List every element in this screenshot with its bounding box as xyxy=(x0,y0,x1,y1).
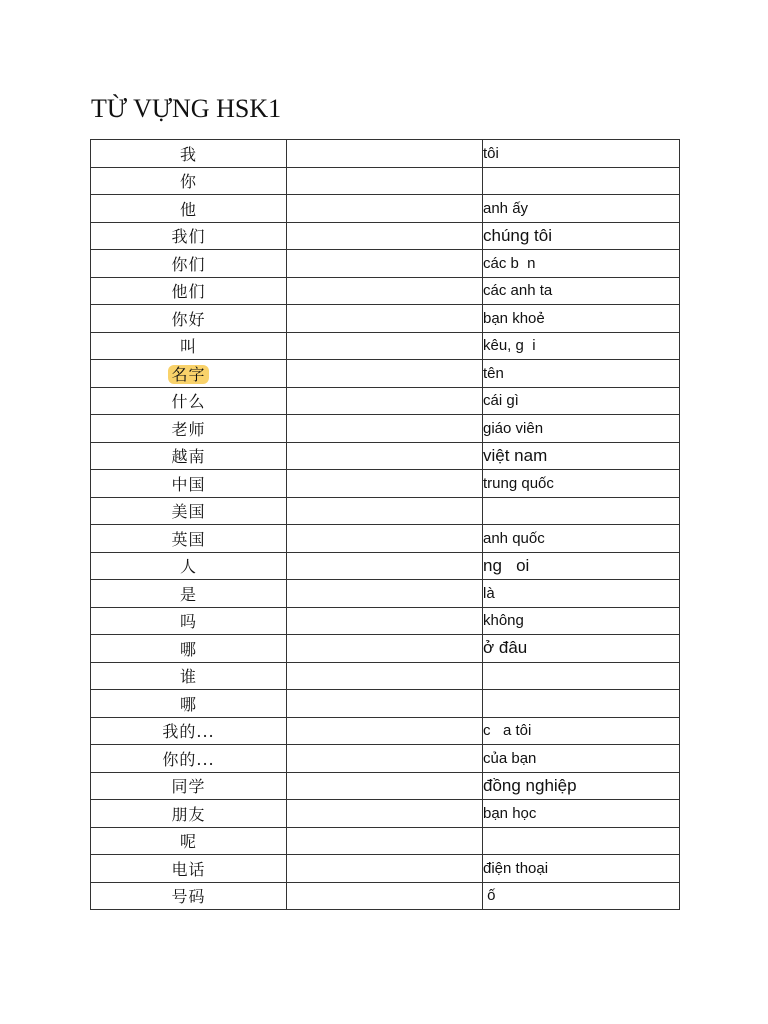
hanzi-cell-highlighted xyxy=(91,360,287,388)
meaning-cell xyxy=(483,167,680,195)
blank-cell xyxy=(287,607,483,635)
hanzi-cell: 英国 xyxy=(91,525,287,553)
vocabulary-table xyxy=(90,139,680,910)
table-row xyxy=(91,305,680,333)
blank-cell xyxy=(287,277,483,305)
blank-cell xyxy=(287,305,483,333)
hanzi-cell: 同学 xyxy=(91,772,287,800)
blank-cell xyxy=(287,497,483,525)
meaning-cell: các b n xyxy=(483,250,680,278)
hanzi-cell: 你的... xyxy=(91,745,287,773)
table-row xyxy=(91,222,680,250)
blank-cell xyxy=(287,882,483,910)
hanzi-cell: 我的... xyxy=(91,717,287,745)
hanzi-cell: 呢 xyxy=(91,827,287,855)
table-row xyxy=(91,250,680,278)
blank-cell xyxy=(287,222,483,250)
table-row xyxy=(91,442,680,470)
blank-cell xyxy=(287,140,483,168)
blank-cell xyxy=(287,690,483,718)
hanzi-cell: 你们 xyxy=(91,250,287,278)
hanzi-cell: 电话 xyxy=(91,855,287,883)
hanzi-cell: 老师 xyxy=(91,415,287,443)
meaning-cell: ố xyxy=(483,882,680,910)
blank-cell xyxy=(287,167,483,195)
hanzi-cell: 哪 xyxy=(91,635,287,663)
meaning-cell: bạn khoẻ xyxy=(483,305,680,333)
meaning-cell: ở đâu xyxy=(483,635,680,663)
blank-cell xyxy=(287,415,483,443)
hanzi-cell: 他们 xyxy=(91,277,287,305)
table-row xyxy=(91,277,680,305)
blank-cell xyxy=(287,332,483,360)
table-row xyxy=(91,140,680,168)
table-row xyxy=(91,717,680,745)
meaning-cell: c a tôi xyxy=(483,717,680,745)
hanzi-cell: 越南 xyxy=(91,442,287,470)
meaning-cell: tôi xyxy=(483,140,680,168)
hanzi-cell: 他 xyxy=(91,195,287,223)
hanzi-cell: 谁 xyxy=(91,662,287,690)
meaning-cell: là xyxy=(483,580,680,608)
table-row xyxy=(91,772,680,800)
blank-cell xyxy=(287,442,483,470)
table-row xyxy=(91,855,680,883)
meaning-cell: cái gì xyxy=(483,387,680,415)
blank-cell xyxy=(287,772,483,800)
meaning-cell: đồng nghiệp xyxy=(483,772,680,800)
page-title: TỪ VỰNG HSK1 xyxy=(91,94,282,123)
highlight-mark: 名字 xyxy=(168,365,208,384)
meaning-cell xyxy=(483,690,680,718)
blank-cell xyxy=(287,525,483,553)
blank-cell xyxy=(287,387,483,415)
meaning-cell: không xyxy=(483,607,680,635)
blank-cell xyxy=(287,800,483,828)
meaning-cell xyxy=(483,497,680,525)
table-row xyxy=(91,580,680,608)
blank-cell xyxy=(287,662,483,690)
table-row xyxy=(91,690,680,718)
hanzi-cell: 美国 xyxy=(91,497,287,525)
meaning-cell: các anh ta xyxy=(483,277,680,305)
meaning-cell: bạn học xyxy=(483,800,680,828)
table-row xyxy=(91,635,680,663)
meaning-cell xyxy=(483,662,680,690)
table-row xyxy=(91,607,680,635)
table-row xyxy=(91,167,680,195)
table-row xyxy=(91,497,680,525)
hanzi-cell: 哪 xyxy=(91,690,287,718)
meaning-cell: trung quốc xyxy=(483,470,680,498)
blank-cell xyxy=(287,855,483,883)
table-row xyxy=(91,552,680,580)
meaning-cell: ng oi xyxy=(483,552,680,580)
hanzi-cell: 我们 xyxy=(91,222,287,250)
table-row xyxy=(91,745,680,773)
blank-cell xyxy=(287,470,483,498)
table-row xyxy=(91,827,680,855)
hanzi-cell: 吗 xyxy=(91,607,287,635)
hanzi-cell: 什么 xyxy=(91,387,287,415)
meaning-cell: việt nam xyxy=(483,442,680,470)
table-row xyxy=(91,800,680,828)
hanzi-cell: 你 xyxy=(91,167,287,195)
meaning-cell xyxy=(483,827,680,855)
hanzi-cell: 朋友 xyxy=(91,800,287,828)
blank-cell xyxy=(287,552,483,580)
blank-cell xyxy=(287,827,483,855)
hanzi-cell: 人 xyxy=(91,552,287,580)
blank-cell xyxy=(287,745,483,773)
meaning-cell: giáo viên xyxy=(483,415,680,443)
table-row xyxy=(91,415,680,443)
table-row xyxy=(91,662,680,690)
meaning-cell: anh ấy xyxy=(483,195,680,223)
meaning-cell: chúng tôi xyxy=(483,222,680,250)
blank-cell xyxy=(287,717,483,745)
blank-cell xyxy=(287,635,483,663)
meaning-cell: tên xyxy=(483,360,680,388)
hanzi-cell: 你好 xyxy=(91,305,287,333)
hanzi-cell: 叫 xyxy=(91,332,287,360)
meaning-cell: kêu, g i xyxy=(483,332,680,360)
table-row xyxy=(91,525,680,553)
table-row xyxy=(91,195,680,223)
table-row xyxy=(91,360,680,388)
table-row xyxy=(91,332,680,360)
hanzi-cell: 中国 xyxy=(91,470,287,498)
meaning-cell: của bạn xyxy=(483,745,680,773)
table-row xyxy=(91,387,680,415)
hanzi-cell: 是 xyxy=(91,580,287,608)
hanzi-cell: 号码 xyxy=(91,882,287,910)
blank-cell xyxy=(287,250,483,278)
blank-cell xyxy=(287,195,483,223)
meaning-cell: anh quốc xyxy=(483,525,680,553)
blank-cell xyxy=(287,360,483,388)
hanzi-cell: 我 xyxy=(91,140,287,168)
blank-cell xyxy=(287,580,483,608)
table-row xyxy=(91,882,680,910)
table-row xyxy=(91,470,680,498)
meaning-cell: điện thoại xyxy=(483,855,680,883)
